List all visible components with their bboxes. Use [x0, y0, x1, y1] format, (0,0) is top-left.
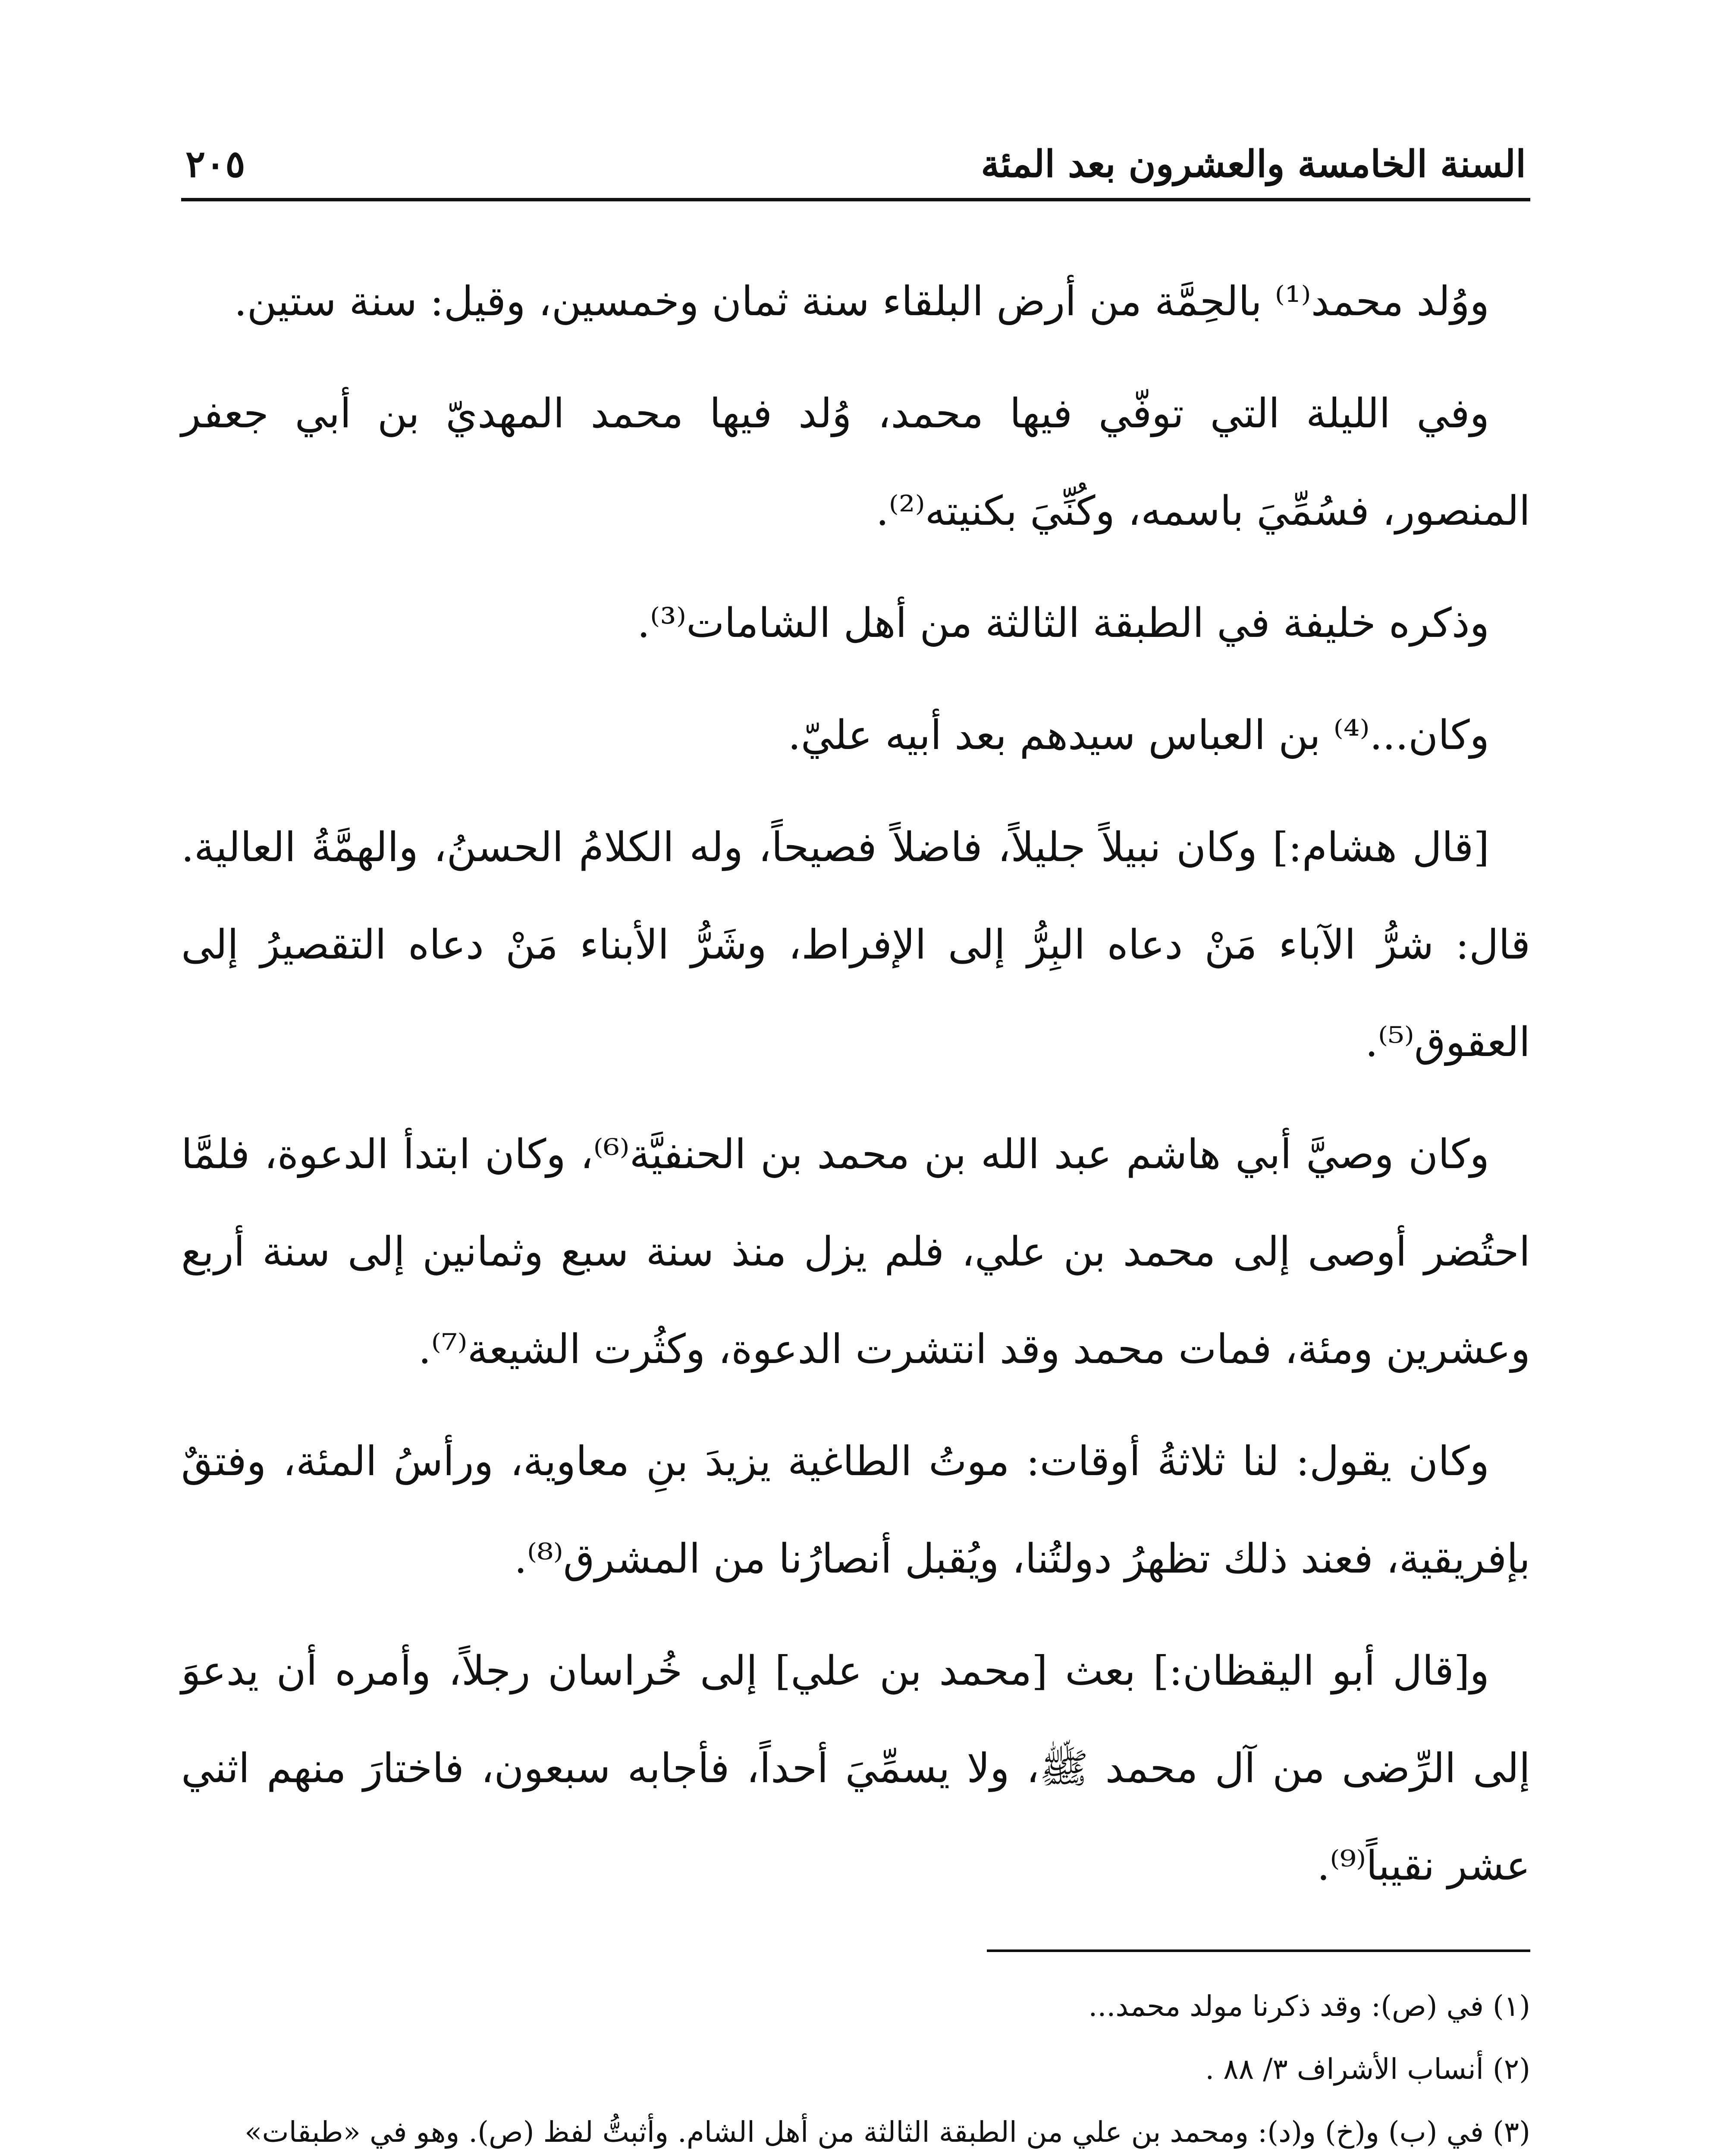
footnote [181, 2104, 1530, 2156]
main-text [181, 253, 1530, 1915]
footnote-number: (٢) [1493, 2053, 1530, 2086]
paragraph: وفي الليلة التي توفّي فيها محمد، وُلد فيها محمد المهديّ بن أبي جعفر المنصور، فسُمِّيَ باسمه، وكُنِّيَ بكنيته⁽²⁾. [181, 390, 1530, 535]
paragraph: و[قال أبو اليقظان:] بعث [محمد بن علي] إلى خُراسان رجلاً، وأمره أن يدعوَ إلى الرِّضى من آل محمد ﷺ، ولا يسمِّيَ أحداً، فأجابه سبعون، فاختارَ منهم اثني عشر نقيباً⁽⁹⁾. [181, 1648, 1530, 1890]
page-number: ٢٠٥ [185, 142, 245, 186]
footnote-number: (١) [1493, 1990, 1530, 2023]
running-title: السنة الخامسة والعشرون بعد المئة [981, 142, 1526, 186]
paragraph: ووُلد محمد⁽¹⁾ بالحِمَّة من أرض البلقاء سنة ثمان وخمسين، وقيل: سنة ستين. [234, 278, 1489, 325]
paragraph: وكان...⁽⁴⁾ بن العباس سيدهم بعد أبيه عليّ. [788, 712, 1489, 759]
footnote [181, 2041, 1530, 2098]
footnote-text: أنساب الأشراف ٣/ ٨٨ . [1205, 2053, 1484, 2086]
footnote-number: (٣) [1493, 2115, 1530, 2149]
paragraph: وكان وصيَّ أبي هاشم عبد الله بن محمد بن الحنفيَّة⁽⁶⁾، وكان ابتدأ الدعوة، فلمَّا احتُضر أوصى إلى محمد بن علي، فلم يزل منذ سنة سبع وثمانين إلى سنة أربع وعشرين ومئة، فمات محمد وقد انتشرت الدعوة، وكثُرت الشيعة⁽⁷⁾. [181, 1131, 1530, 1373]
footnote [181, 1978, 1530, 2035]
footnote-separator [987, 1949, 1530, 1952]
paragraph: وكان يقول: لنا ثلاثةُ أوقات: موتُ الطاغية يزيدَ بنِ معاوية، ورأسُ المئة، وفتقٌ بإفريقية، فعند ذلك تظهرُ دولتُنا، ويُقبل أنصارُنا من المشرق⁽⁸⁾. [181, 1438, 1530, 1583]
footnotes [181, 1978, 1530, 2156]
page-header [181, 142, 1530, 201]
footnote-text: في (ب) و(خ) و(د): ومحمد بن علي من الطبقة الثالثة من أهل الشام. وأثبتُّ لفظ (ص). وهو في «طبقات» [245, 2115, 1484, 2149]
paragraph: [قال هشام:] وكان نبيلاً جليلاً، فاضلاً فصيحاً، وله الكلامُ الحسنُ، والهمَّةُ العالية. قال: شرُّ الآباء مَنْ دعاه البِرُّ إلى الإفراط، وشَرُّ الأبناء مَنْ دعاه التقصيرُ إلى العقوق⁽⁵⁾. [181, 824, 1530, 1066]
footnote-text: في (ص): وقد ذكرنا مولد محمد... [1088, 1990, 1484, 2023]
paragraph: وذكره خليفة في الطبقة الثالثة من أهل الشامات⁽³⁾. [637, 600, 1489, 647]
